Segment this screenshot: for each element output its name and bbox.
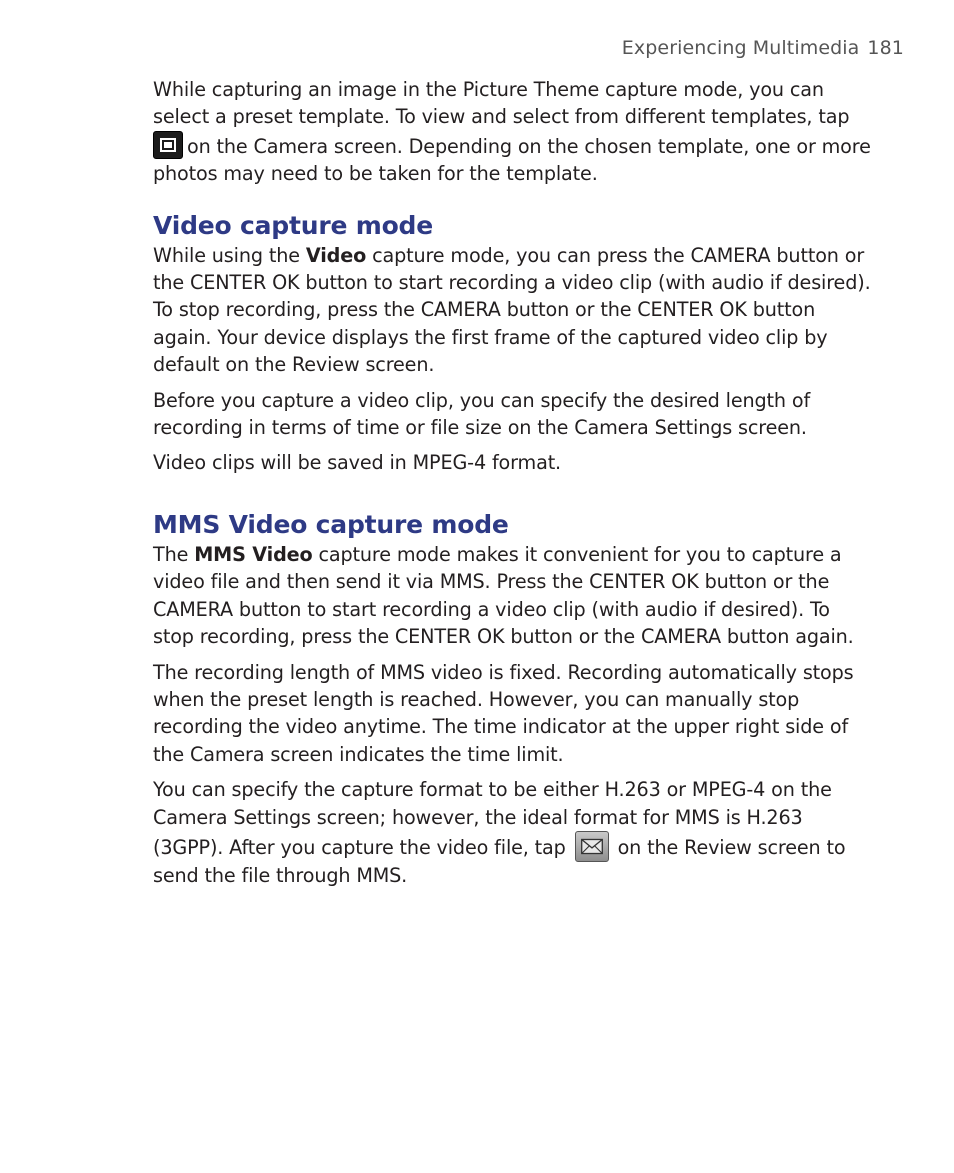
mms-paragraph-2: The recording length of MMS video is fixed. Recording automatically stops when the preset length is reached. However, you can manually stop recording the video anytime. The time indicator at the upper right side of the Camera screen indicates the time limit. bbox=[153, 660, 854, 766]
mms-p3-after-icon: on the Review screen to send the file through MMS. bbox=[153, 835, 846, 887]
video-p1-after: capture mode, you can press the CAMERA button or the CENTER OK button to start recording a video clip (with audio if desired). To stop recording, press the CAMERA button or the CENTER OK button again. Your device displays the first frame of the captured video clip by default on the Review screen. bbox=[153, 243, 871, 377]
intro-text-before-icon: While capturing an image in the Picture Theme capture mode, you can select a preset template. To view and select from different templates, tap bbox=[153, 78, 850, 129]
intro-text-after-icon: on the Camera screen. Depending on the chosen template, one or more photos may need to be taken for the template. bbox=[153, 134, 871, 186]
video-p1-bold: Video bbox=[305, 243, 367, 267]
intro-paragraph bbox=[153, 76, 875, 188]
mms-p1-after: capture mode makes it convenient for you to capture a video file and then send it via MMS. Press the CENTER OK button or the CAMERA button to start recording a video clip (with audio if desired). To stop recording, press the CENTER OK button or the CAMERA button again. bbox=[153, 542, 854, 649]
mms-p1-bold: MMS Video bbox=[194, 542, 313, 566]
mms-paragraph-1 bbox=[153, 541, 875, 651]
video-p1-before: While using the bbox=[153, 243, 300, 267]
mms-p3-before-icon: You can specify the capture format to be either H.263 or MPEG-4 on the Camera Settings screen; however, the ideal format for MMS is H.263 (3GPP). After you capture the video file, tap bbox=[153, 778, 832, 859]
page-number: 181 bbox=[867, 37, 904, 59]
mms-video-capture-heading: MMS Video capture mode bbox=[153, 509, 509, 539]
envelope-icon bbox=[575, 831, 609, 862]
template-icon bbox=[153, 131, 183, 159]
mms-p1-before: The bbox=[153, 542, 189, 566]
video-paragraph-2: Before you capture a video clip, you can specify the desired length of recording in terms of time or file size on the Camera Settings screen. bbox=[153, 388, 811, 440]
page-content bbox=[153, 76, 875, 897]
section-title: Experiencing Multimedia bbox=[621, 37, 860, 59]
video-paragraph-3: Video clips will be saved in MPEG-4 format. bbox=[153, 451, 562, 475]
video-paragraph-1 bbox=[153, 242, 875, 379]
mms-paragraph-3 bbox=[153, 776, 875, 889]
video-capture-heading: Video capture mode bbox=[153, 210, 434, 240]
running-head bbox=[622, 37, 904, 59]
